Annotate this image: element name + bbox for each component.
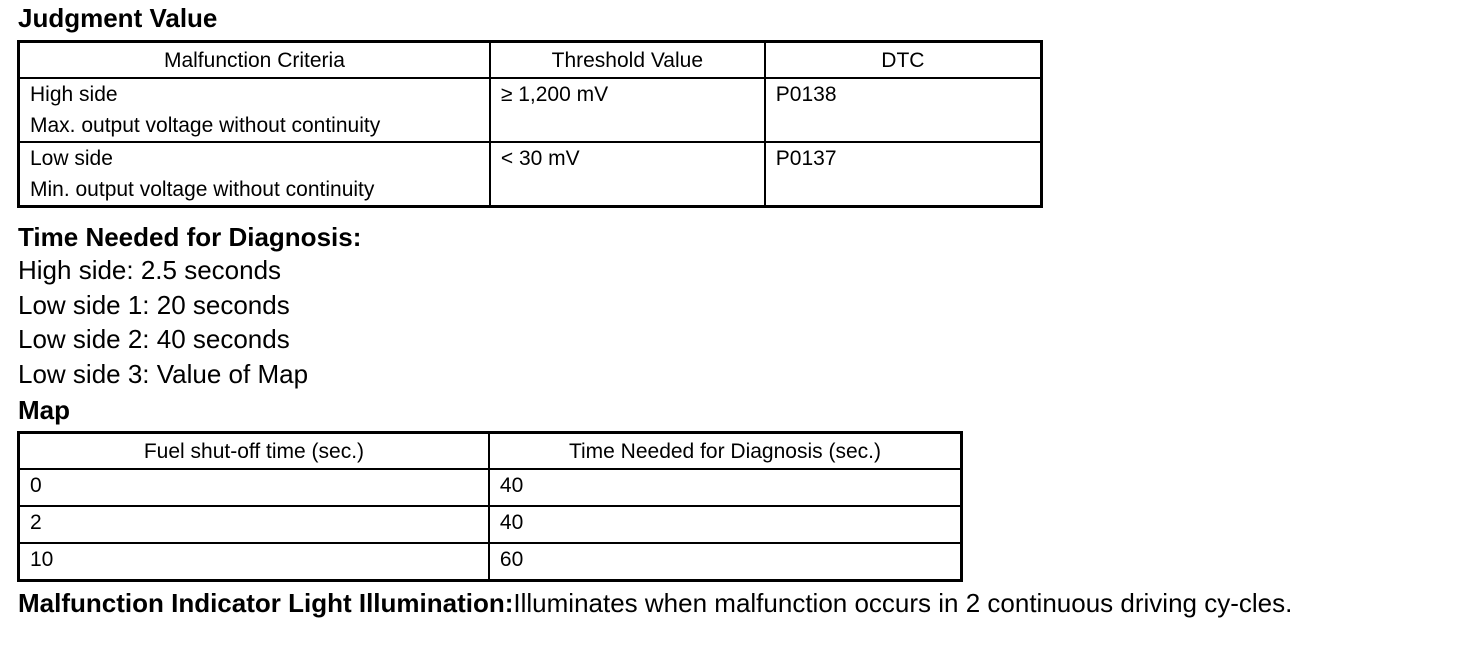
criteria-detail: Min. output voltage without continuity	[30, 178, 375, 201]
judgment-value-heading: Judgment Value	[18, 3, 218, 33]
diagnosis-time-cell: 60	[489, 543, 962, 581]
diagnosis-time-cell: 40	[489, 506, 962, 543]
dtc-cell: P0137	[765, 142, 1042, 207]
judgment-value-table	[17, 40, 1043, 208]
column-header-diagnosis-time: Time Needed for Diagnosis (sec.)	[489, 433, 962, 470]
fuel-shutoff-cell: 0	[19, 469, 489, 506]
diagnosis-time-line: Low side 1: 20 seconds	[18, 290, 290, 320]
table-row	[19, 469, 962, 506]
diagnosis-time-cell: 40	[489, 469, 962, 506]
table-row	[19, 142, 1042, 207]
criteria-title: High side	[30, 83, 118, 106]
table-header-row	[19, 433, 962, 470]
threshold-cell: ≥ 1,200 mV	[490, 78, 765, 142]
column-header-threshold: Threshold Value	[490, 42, 765, 79]
mil-illumination-paragraph	[18, 586, 1458, 620]
dtc-cell: P0138	[765, 78, 1042, 142]
column-header-fuel-shutoff: Fuel shut-off time (sec.)	[19, 433, 489, 470]
criteria-cell	[19, 78, 490, 142]
diagnosis-time-line: Low side 2: 40 seconds	[18, 324, 290, 354]
diagnosis-time-line: Low side 3: Value of Map	[18, 359, 309, 389]
mil-illumination-text: Illuminates when malfunction occurs in 2 continuous driving cy-cles.	[513, 588, 1293, 618]
criteria-detail: Max. output voltage without continuity	[30, 114, 381, 137]
table-row	[19, 543, 962, 581]
diagnosis-time-heading: Time Needed for Diagnosis:	[18, 222, 362, 252]
column-header-criteria: Malfunction Criteria	[19, 42, 490, 79]
criteria-title: Low side	[30, 147, 113, 170]
diagnosis-time-line: High side: 2.5 seconds	[18, 255, 282, 285]
table-header-row	[19, 42, 1042, 79]
criteria-cell	[19, 142, 490, 207]
fuel-shutoff-cell: 10	[19, 543, 489, 581]
map-table	[17, 431, 963, 582]
table-row	[19, 78, 1042, 142]
fuel-shutoff-cell: 2	[19, 506, 489, 543]
table-row	[19, 506, 962, 543]
threshold-cell: < 30 mV	[490, 142, 765, 207]
map-heading: Map	[18, 395, 70, 425]
mil-illumination-label: Malfunction Indicator Light Illumination:	[18, 588, 514, 618]
column-header-dtc: DTC	[765, 42, 1042, 79]
